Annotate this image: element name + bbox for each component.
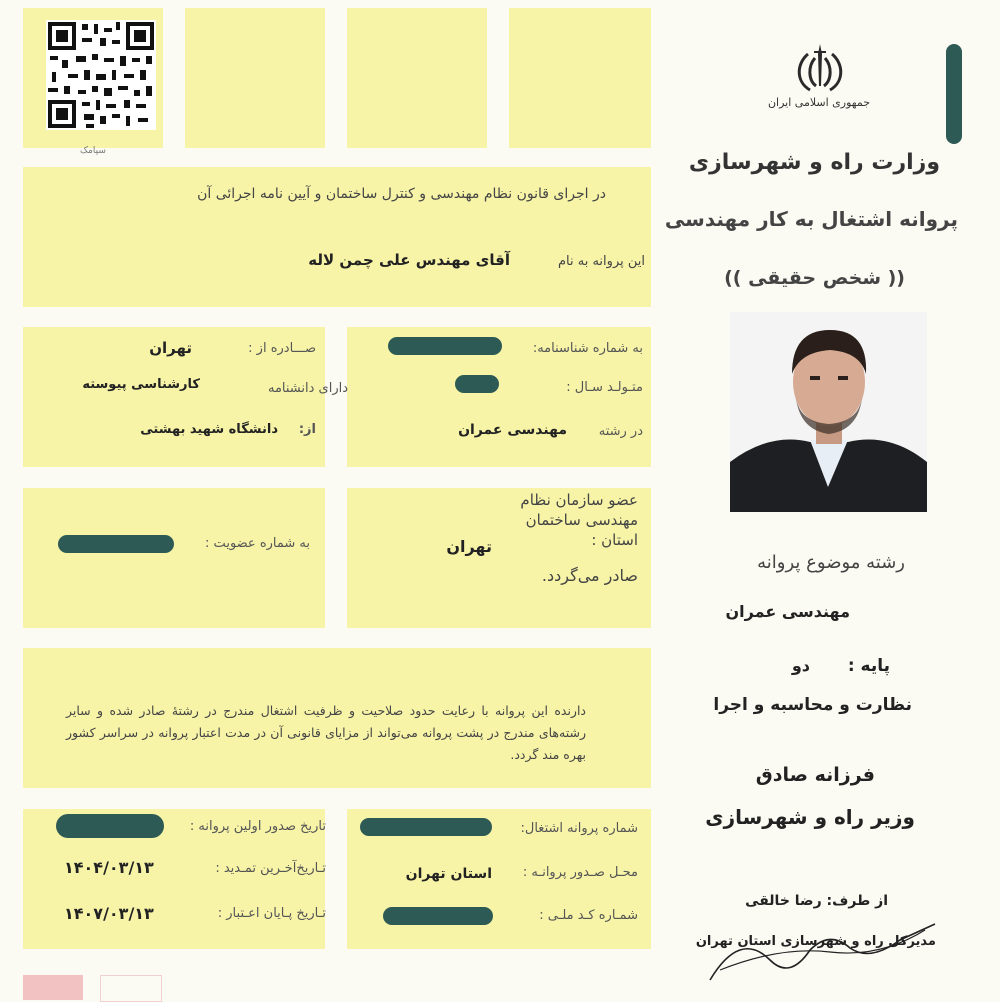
last-renewal-value: ۱۴۰۴/۰۳/۱۳	[64, 858, 154, 877]
university-value: دانشگاه شهید بهشتی	[140, 422, 278, 437]
field-label: در رشته	[598, 424, 643, 439]
degree-label: دارای دانشنامه	[267, 381, 348, 396]
last-renewal-label: تـاریخ‌آخـرین تمـدید :	[215, 861, 326, 876]
law-line: در اجرای قانون نظام مهندسی و کنترل ساختمان و آیین نامه اجرائی آن	[197, 186, 606, 202]
subject-field: مهندسی عمران	[725, 602, 850, 621]
signer-title: مدیرکل راه و شهرسازی استان تهران	[695, 934, 936, 949]
license-title: پروانه اشتغال به کار مهندسی	[664, 207, 958, 231]
license-number-label: شماره پروانه اشتغال:	[520, 821, 638, 836]
issue-place-label: محـل صـدور پروانـه :	[522, 865, 638, 880]
expiry-label: تـاریخ پـایان اعـتبار :	[217, 906, 326, 921]
expiry-value: ۱۴۰۷/۰۳/۱۳	[64, 904, 154, 923]
competence: نظارت و محاسبه و اجرا	[713, 695, 912, 715]
grid-cell	[23, 488, 325, 628]
holder-name: آقای مهندس علی چمن لاله	[308, 251, 510, 269]
person-type: (( شخص حقیقی ))	[724, 267, 905, 289]
issued-from-value: تهران	[149, 339, 192, 357]
country-name: جمهوری اسلامی ایران	[767, 96, 870, 109]
subject-title: رشته موضوع پروانه	[757, 552, 905, 573]
grade-value: دو	[791, 656, 810, 675]
first-issue-label: تاریخ صدور اولین پروانه :	[189, 819, 326, 834]
grid-cell	[185, 8, 325, 148]
grid-cell	[347, 8, 487, 148]
iran-emblem-icon	[790, 42, 850, 96]
membership-org-label: عضو سازمان نظام مهندسی ساختمان استان :	[520, 491, 638, 549]
minister-name: فرزانه صادق	[755, 764, 875, 786]
birth-year-label: متـولـد سـال :	[566, 380, 643, 395]
membership-province: تهران	[446, 537, 492, 556]
signer-by: از طرف: رضا خالقی	[745, 893, 888, 909]
issued-from-label: صـــادره از :	[248, 341, 316, 356]
holder-label: این پروانه به نام	[557, 254, 645, 269]
birth-year-redacted	[455, 375, 499, 393]
membership-number-label: به شماره عضویت :	[205, 536, 310, 551]
first-issue-redacted	[56, 814, 164, 838]
emblem	[790, 42, 850, 96]
grid-cell	[100, 975, 162, 1002]
membership-issued-text: صادر می‌گردد.	[541, 566, 638, 585]
national-code-label: شمـاره کـد ملـی :	[539, 908, 638, 923]
issue-place-value: استان تهران	[405, 866, 492, 882]
degree-value: کارشناسی پیوسته	[82, 377, 200, 392]
license-number-redacted	[360, 818, 492, 836]
membership-number-redacted	[58, 535, 174, 553]
holder-photo	[730, 312, 927, 512]
grid-cell	[509, 8, 651, 148]
accent-bar	[946, 44, 962, 144]
qr-code	[46, 20, 156, 130]
grid-cell	[23, 975, 83, 1000]
signature	[700, 910, 940, 990]
grade-label: پایه :	[847, 656, 890, 676]
field-value: مهندسی عمران	[458, 422, 567, 438]
ministry-title: وزارت راه و شهرسازی	[688, 150, 940, 175]
national-code-redacted	[383, 907, 493, 925]
id-number-label: به شماره شناسنامه:	[532, 341, 643, 356]
university-label: از:	[298, 422, 316, 437]
scope-text: دارنده این پروانه با رعایت حدود صلاحیت و ظرفیت اشتغال مندرج در رشتهٔ صادر شده و سایر رشته‌های مندرج در پشت پروانه می‌تواند از مزایای قانونی آن در مدت اعتبار پروانه در سراسر کشور بهره مند گردد.	[66, 703, 586, 762]
minister-title: وزیر راه و شهرسازی	[705, 805, 915, 829]
qr-caption: سپامک	[80, 146, 106, 156]
id-number-redacted	[388, 337, 502, 355]
